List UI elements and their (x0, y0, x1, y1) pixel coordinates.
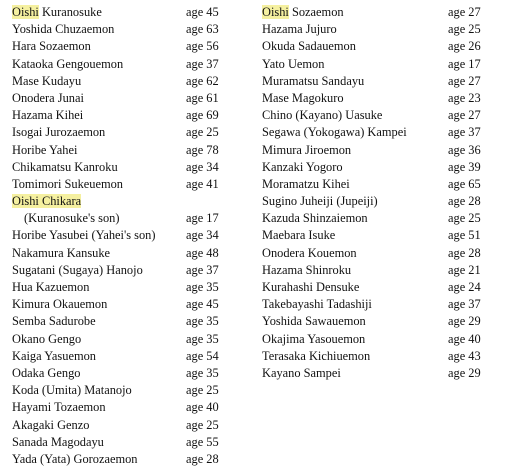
member-name (262, 124, 407, 141)
roster-row (262, 348, 512, 365)
roster-row (262, 279, 512, 296)
member-name (262, 227, 335, 244)
member-name-text: Isogai Jurozaemon (12, 125, 106, 140)
member-name-text: (Kuranosuke's son) (24, 211, 120, 226)
roster-row (12, 365, 260, 382)
roster-row (262, 176, 512, 193)
member-age: age 23 (448, 90, 481, 105)
member-age: age 40 (448, 331, 481, 346)
member-name (12, 107, 83, 124)
member-age: age 41 (186, 176, 219, 191)
roster-row (262, 331, 512, 348)
member-age: age 55 (186, 434, 219, 449)
member-name-text: Hayami Tozaemon (12, 400, 106, 415)
member-name (262, 38, 356, 55)
member-name-text: Sugatani (Sugaya) Hanojo (12, 262, 143, 277)
member-name-text: Sugino Juheiji (Jupeiji) (262, 194, 378, 209)
roster-row (262, 21, 512, 38)
member-name (262, 365, 341, 382)
member-age: age 56 (186, 39, 219, 54)
member-name-text: Maebara Isuke (262, 228, 336, 243)
member-name-text: Yada (Yata) Gorozaemon (12, 451, 138, 466)
member-name-text: Semba Sadurobe (12, 314, 96, 329)
member-name (262, 313, 366, 330)
member-age: age 37 (186, 262, 219, 277)
roster-row (262, 227, 512, 244)
member-name (12, 38, 91, 55)
roster-row (12, 331, 260, 348)
member-name-text: Takebayashi Tadashiji (262, 297, 372, 312)
member-age: age 25 (186, 125, 219, 140)
roster-column-right (262, 4, 512, 382)
member-age: age 35 (186, 314, 219, 329)
roster-row (12, 124, 260, 141)
member-age: age 27 (448, 108, 481, 123)
member-name-text: Hazama Jujuro (262, 22, 337, 37)
member-name (12, 417, 89, 434)
roster-row (12, 227, 260, 244)
member-name (262, 4, 344, 21)
member-age: age 34 (186, 228, 219, 243)
member-name (12, 227, 155, 244)
member-name-text: Horibe Yahei (12, 142, 78, 157)
member-name (12, 451, 138, 468)
member-name (262, 90, 344, 107)
roster-column-left (12, 4, 260, 468)
roster-row (262, 90, 512, 107)
member-name-text: Okano Gengo (12, 331, 82, 346)
member-name (12, 21, 114, 38)
roster-row (12, 73, 260, 90)
member-age: age 48 (186, 245, 219, 260)
member-age: age 39 (448, 159, 481, 174)
roster-row (12, 193, 260, 210)
roster-row (262, 107, 512, 124)
member-age: age 25 (448, 211, 481, 226)
member-age: age 61 (186, 90, 219, 105)
member-name-text: Akagaki Genzo (12, 417, 90, 432)
member-age: age 29 (448, 365, 481, 380)
member-age: age 28 (186, 451, 219, 466)
member-name (262, 193, 378, 210)
member-age: age 35 (186, 280, 219, 294)
member-age: age 27 (448, 73, 481, 88)
member-name-text: Kazuda Shinzaiemon (262, 211, 368, 226)
roster-row (12, 296, 260, 313)
member-name-text: Okajima Yasouemon (262, 331, 366, 346)
highlighted-member-name: Oishi Chikara (12, 194, 82, 209)
member-age: age 17 (186, 211, 219, 226)
member-name-text: Yato Uemon (262, 56, 325, 71)
member-age: age 34 (186, 159, 219, 174)
member-name-text: Sanada Magodayu (12, 434, 104, 449)
roster-row (12, 382, 260, 399)
member-name (12, 382, 132, 399)
member-name (12, 4, 102, 21)
member-name-text: Segawa (Yokogawa) Kampei (262, 125, 407, 140)
roster-row (262, 296, 512, 313)
roster-row (12, 417, 260, 434)
member-name-text: Hazama Shinroku (262, 262, 352, 277)
member-age: age 62 (186, 73, 219, 88)
member-name-text: Moramatzu Kihei (262, 176, 350, 191)
member-name-text: Hazama Kihei (12, 108, 84, 123)
member-name-text: Kurahashi Densuke (262, 280, 360, 294)
member-name (12, 56, 123, 73)
member-age: age 29 (448, 314, 481, 329)
member-name (12, 296, 107, 313)
member-name (12, 73, 81, 90)
member-name-text: Hua Kazuemon (12, 280, 90, 294)
member-name-text: Muramatsu Sandayu (262, 73, 365, 88)
member-age: age 17 (448, 56, 481, 71)
member-name (12, 245, 110, 262)
member-age: age 24 (448, 280, 481, 294)
member-name-text: Kayano Sampei (262, 365, 341, 380)
member-name (262, 107, 382, 124)
member-name-text: Horibe Yasubei (Yahei's son) (12, 228, 156, 243)
roster-row (12, 451, 260, 468)
member-name (12, 90, 84, 107)
member-name (262, 56, 324, 73)
roster-row (12, 90, 260, 107)
member-name-text: Kaiga Yasuemon (12, 348, 96, 363)
member-name (262, 73, 364, 90)
roster-row (262, 142, 512, 159)
roster-row (262, 73, 512, 90)
member-name-text: Kimura Okauemon (12, 297, 108, 312)
member-name-text: Onodera Kouemon (262, 245, 357, 260)
roster-row (12, 4, 260, 21)
member-name (12, 262, 143, 279)
member-name-text: Odaka Gengo (12, 365, 81, 380)
member-name-text: Chikamatsu Kanroku (12, 159, 118, 174)
roster-row (262, 313, 512, 330)
member-name (262, 348, 370, 365)
member-age: age 45 (186, 297, 219, 312)
roster-row (12, 399, 260, 416)
member-age: age 28 (448, 194, 481, 209)
highlighted-surname: Oishi (12, 5, 39, 19)
member-name (262, 21, 337, 38)
member-name-text: Yoshida Chuzaemon (12, 22, 115, 37)
roster-row (262, 124, 512, 141)
roster-row (12, 56, 260, 73)
member-age: age 37 (186, 56, 219, 71)
member-name (12, 176, 123, 193)
member-age: age 51 (448, 228, 481, 243)
roster-row (262, 38, 512, 55)
member-name (12, 124, 105, 141)
member-name (12, 365, 80, 382)
member-age: age 37 (448, 125, 481, 140)
member-name (262, 176, 350, 193)
member-age: age 21 (448, 262, 481, 277)
member-name (12, 313, 96, 330)
member-name-text: Kanzaki Yogoro (262, 159, 343, 174)
member-name (12, 142, 77, 159)
member-name (262, 279, 359, 296)
member-name (12, 348, 96, 365)
member-age: age 43 (448, 348, 481, 363)
member-name (12, 193, 81, 210)
member-age: age 26 (448, 39, 481, 54)
member-name (24, 210, 120, 227)
member-name-text: Nakamura Kansuke (12, 245, 111, 260)
member-name (262, 296, 372, 313)
member-name-text: Chino (Kayano) Uasuke (262, 108, 383, 123)
member-age: age 28 (448, 245, 481, 260)
member-name-text: Mase Kudayu (12, 73, 82, 88)
member-given-name: Sozaemon (291, 5, 344, 19)
member-name (262, 210, 368, 227)
roster-row (262, 245, 512, 262)
roster-row (12, 176, 260, 193)
member-age: age 40 (186, 400, 219, 415)
member-age: age 65 (448, 176, 481, 191)
roster-row (12, 313, 260, 330)
roster-row (12, 262, 260, 279)
roster-row (12, 21, 260, 38)
member-age: age 54 (186, 348, 219, 363)
member-name (262, 262, 351, 279)
member-name-text: Kataoka Gengouemon (12, 56, 124, 71)
member-name-text: Tomimori Sukeuemon (12, 176, 123, 191)
member-age: age 25 (186, 383, 219, 398)
roster-row (262, 4, 512, 21)
roster-row (262, 56, 512, 73)
member-name (12, 434, 104, 451)
member-age: age 27 (448, 5, 481, 19)
highlighted-surname: Oishi (262, 5, 289, 19)
roster-row (12, 245, 260, 262)
member-name (12, 279, 89, 296)
member-age: age 25 (186, 417, 219, 432)
roster-row (12, 38, 260, 55)
member-age: age 63 (186, 22, 219, 37)
member-age: age 37 (448, 297, 481, 312)
member-name (12, 331, 81, 348)
member-name (12, 159, 118, 176)
member-age: age 35 (186, 365, 219, 380)
roster-row (12, 107, 260, 124)
roster-row (12, 348, 260, 365)
member-name-text: Terasaka Kichiuemon (262, 348, 371, 363)
member-name (262, 159, 343, 176)
member-name-text: Mimura Jiroemon (262, 142, 352, 157)
roster-row (12, 279, 260, 296)
roster-row (262, 365, 512, 382)
roster-row (262, 193, 512, 210)
roster-row (12, 434, 260, 451)
member-age: age 69 (186, 108, 219, 123)
member-name-text: Yoshida Sawauemon (262, 314, 366, 329)
member-name-text: Okuda Sadauemon (262, 39, 356, 54)
member-given-name: Kuranosuke (41, 5, 102, 19)
member-name (262, 331, 365, 348)
member-name (12, 399, 106, 416)
member-name-text: Onodera Junai (12, 90, 84, 105)
member-age: age 78 (186, 142, 219, 157)
member-name-text: Hara Sozaemon (12, 39, 91, 54)
roster-row (12, 159, 260, 176)
roster-row (262, 159, 512, 176)
member-name (262, 245, 357, 262)
member-age: age 25 (448, 22, 481, 37)
roster-row (12, 142, 260, 159)
member-age: age 35 (186, 331, 219, 346)
roster-row (12, 210, 260, 227)
member-age: age 36 (448, 142, 481, 157)
member-age: age 45 (186, 5, 219, 19)
roster-row (262, 262, 512, 279)
roster-row (262, 210, 512, 227)
member-name-text: Koda (Umita) Matanojo (12, 383, 132, 398)
member-name-text: Mase Magokuro (262, 90, 344, 105)
member-name (262, 142, 351, 159)
